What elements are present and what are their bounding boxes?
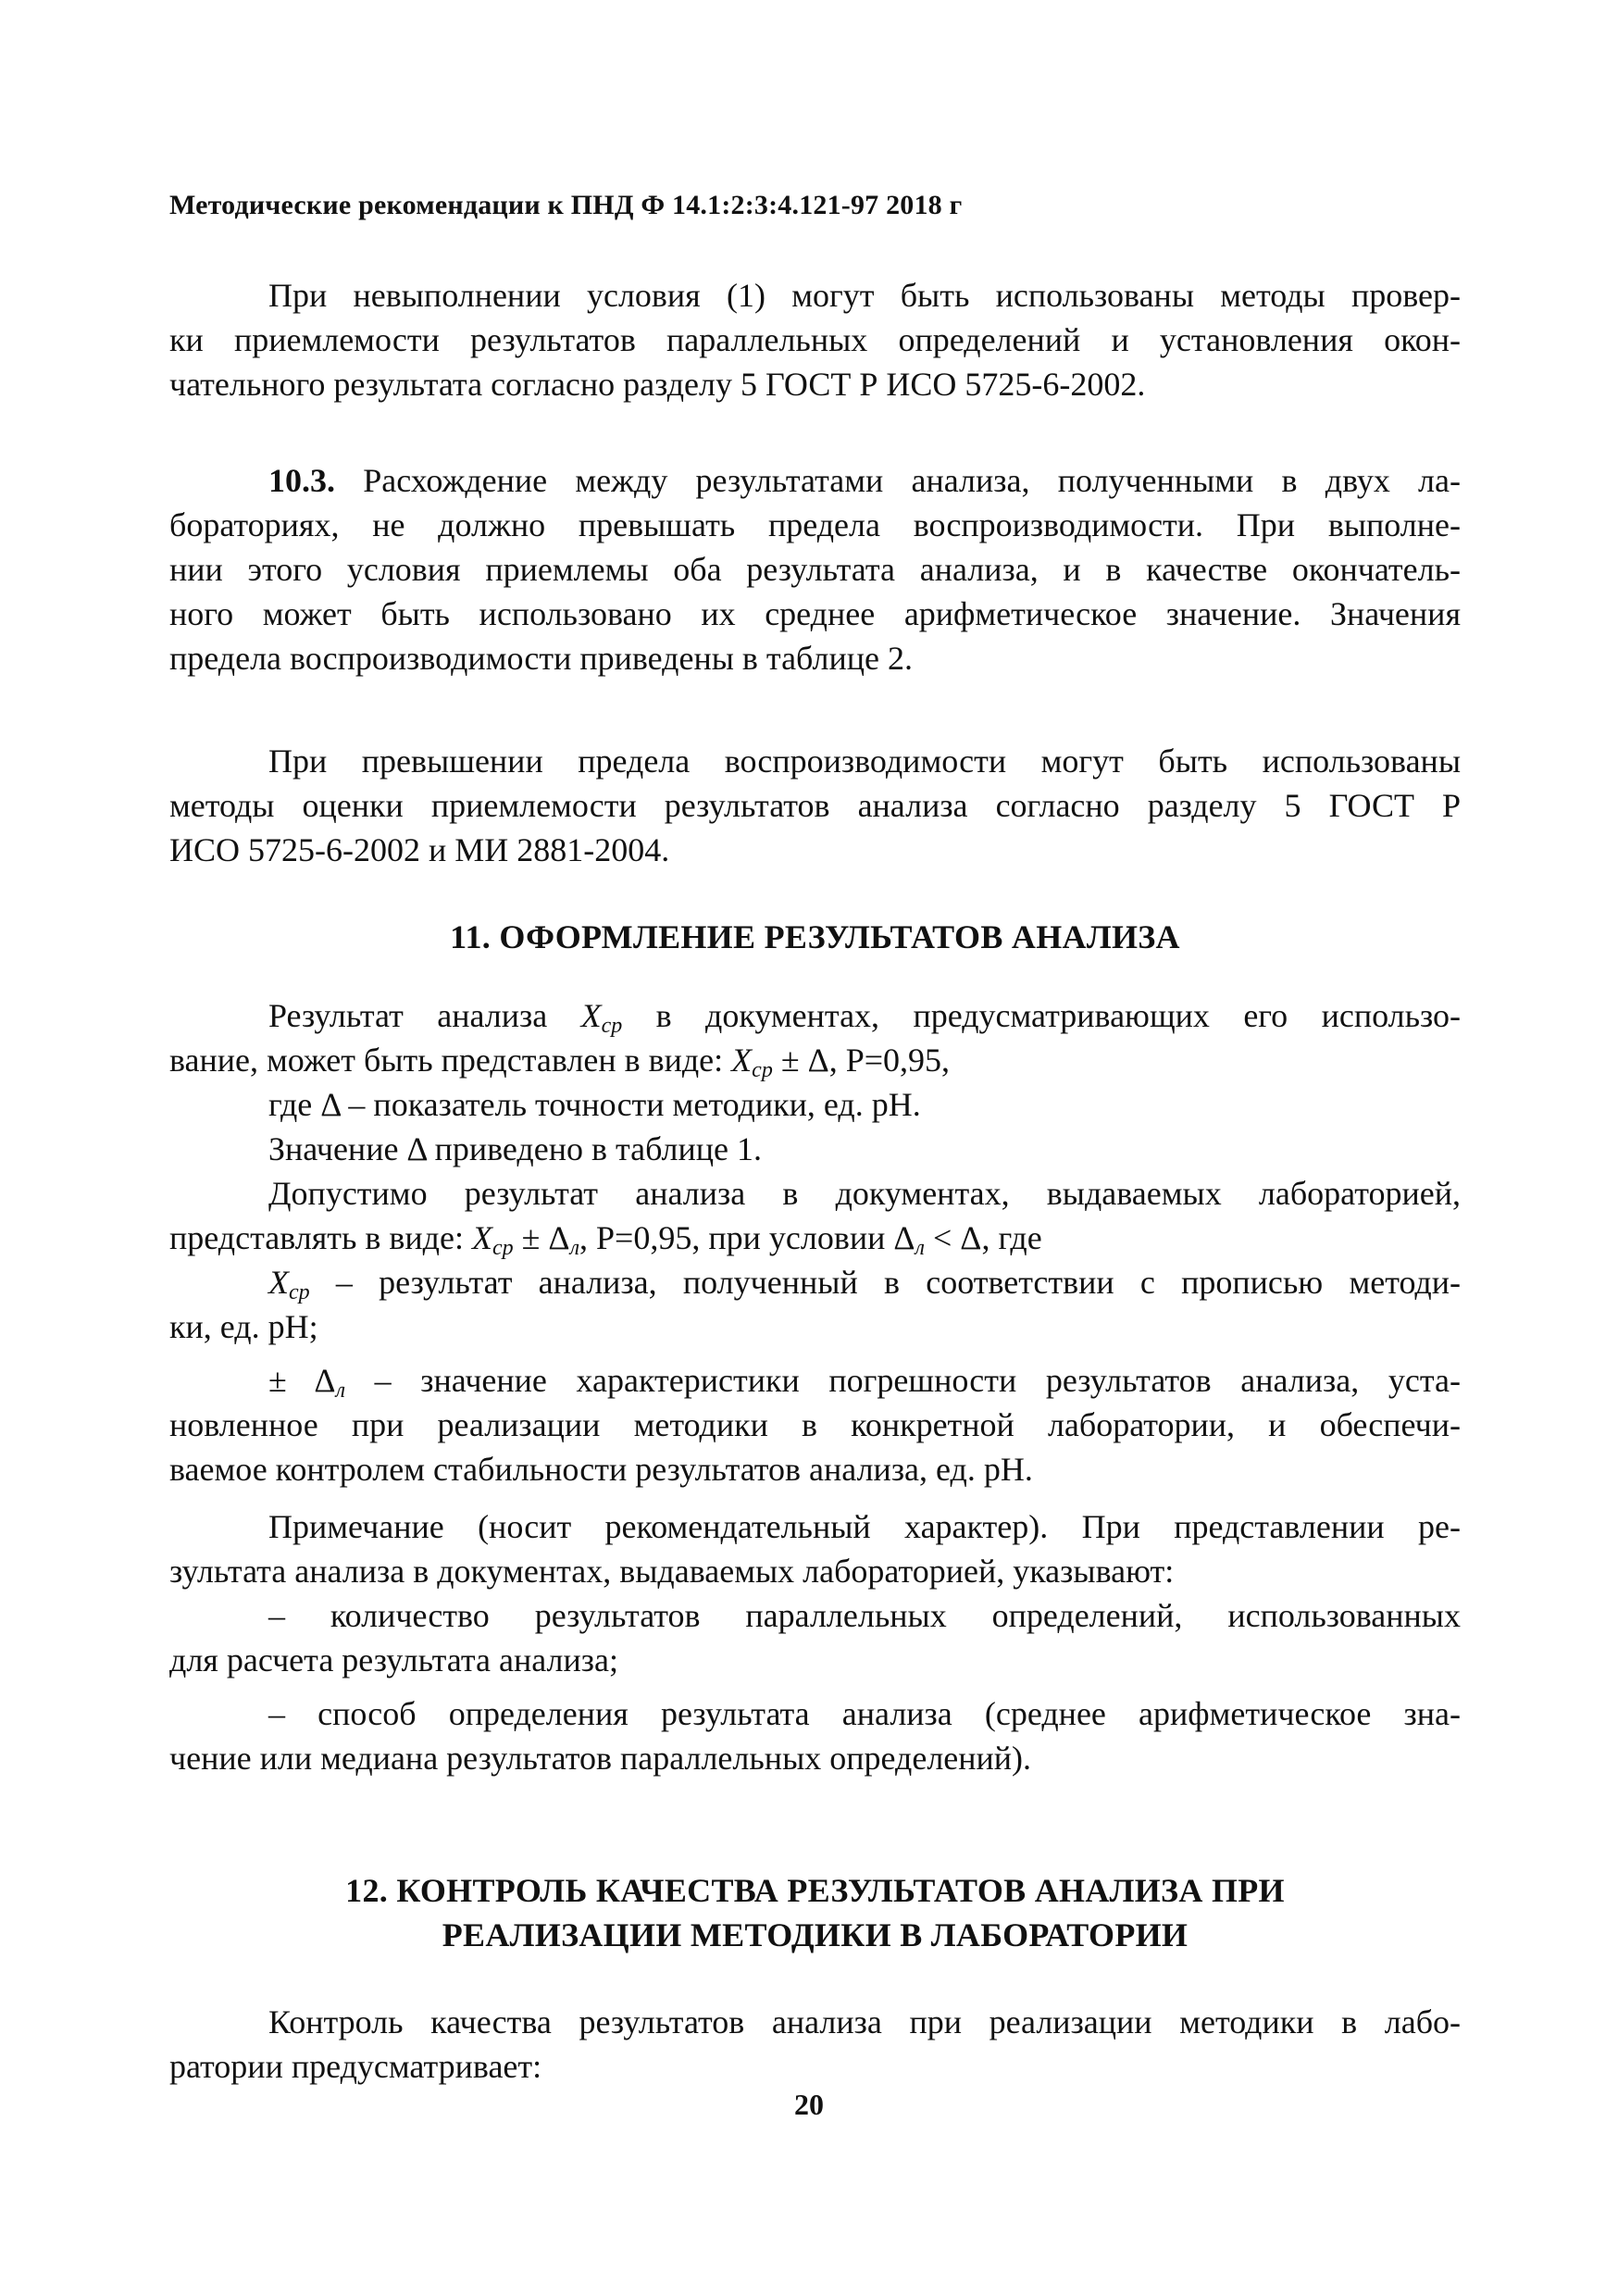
symbol-x: X <box>731 1042 753 1079</box>
text-line: ки приемлемости результатов параллельных определений и установления окон- <box>169 321 1461 358</box>
page-number: 20 <box>794 2088 824 2121</box>
text-line: Контроль качества результатов анализа при реализации методики в лабо- <box>268 2003 1461 2040</box>
paragraph-reproducibility-exceeded <box>169 739 1461 872</box>
text-line: зультата анализа в документах, выдаваемых лабораторией, указывают: <box>169 1553 1175 1590</box>
text-span: – результат анализа, полученный в соответствии с прописью методи- <box>309 1264 1461 1301</box>
text-line: новленное при реализации методики в конкретной лаборатории, и обеспечи- <box>169 1406 1461 1443</box>
text-line: ки, ед. рН; <box>169 1308 318 1345</box>
text-line: ваемое контролем стабильности результатов анализа, ед. рН. <box>169 1451 1033 1488</box>
text-span: – значение характеристики погрешности результатов анализа, уста- <box>345 1362 1461 1399</box>
paragraph-condition-failure <box>169 273 1461 406</box>
symbol-subscript: ср <box>752 1058 773 1082</box>
text-line: Значение Δ приведено в таблице 1. <box>268 1130 763 1167</box>
section-11-heading: 11. ОФОРМЛЕНИЕ РЕЗУЛЬТАТОВ АНАЛИЗА <box>450 918 1180 955</box>
text-line: При невыполнении условия (1) могут быть использованы методы провер- <box>268 277 1461 314</box>
text-span: , Р=0,95, при условии Δ <box>579 1219 915 1256</box>
text-line <box>169 1216 1461 1260</box>
text-span: ± Δ <box>268 1362 336 1399</box>
text-span: вание, может быть представлен в виде: <box>169 1042 732 1079</box>
text-line <box>169 1358 1461 1403</box>
text-line: предела воспроизводимости приведены в таблице 2. <box>169 640 913 677</box>
text-line: для расчета результата анализа; <box>169 1641 618 1678</box>
text-line: – количество результатов параллельных определений, использованных <box>268 1597 1461 1634</box>
text-line <box>169 458 1461 503</box>
section-11-body <box>169 993 1461 1780</box>
text-span: < Δ, где <box>924 1219 1042 1256</box>
text-line: где Δ – показатель точности методики, ед. рН. <box>268 1086 921 1123</box>
symbol-x: X <box>471 1219 492 1256</box>
text-span: Расхождение между результатами анализа, полученными в двух ла- <box>335 462 1461 499</box>
running-header: Методические рекомендации к ПНД Ф 14.1:2:3:4.121-97 2018 г <box>169 190 963 220</box>
text-span: Результат анализа <box>268 997 581 1034</box>
text-line: – способ определения результата анализа (среднее арифметическое зна- <box>268 1695 1461 1732</box>
symbol-subscript: л <box>915 1236 925 1260</box>
symbol-subscript: ср <box>289 1280 310 1304</box>
symbol-subscript: ср <box>601 1014 623 1038</box>
text-line: чение или медиана результатов параллельных определений). <box>169 1740 1032 1777</box>
text-line: ИСО 5725-6-2002 и МИ 2881-2004. <box>169 831 670 868</box>
text-span: ± Δ, Р=0,95, <box>772 1042 951 1079</box>
paragraph-10-3 <box>169 458 1461 680</box>
text-line: Допустимо результат анализа в документах, выдаваемых лабораторией, <box>268 1175 1461 1212</box>
text-line <box>169 1038 1461 1082</box>
symbol-x: X <box>268 1264 289 1301</box>
text-line <box>169 993 1461 1038</box>
heading-line: 12. КОНТРОЛЬ КАЧЕСТВА РЕЗУЛЬТАТОВ АНАЛИЗА ПРИ <box>345 1872 1285 1909</box>
symbol-subscript: л <box>335 1379 346 1403</box>
text-line: бораториях, не должно превышать предела воспроизводимости. При выполне- <box>169 506 1461 543</box>
text-line: ратории предусматривает: <box>169 2048 542 2085</box>
text-line: чательного результата согласно разделу 5 ГОСТ Р ИСО 5725-6-2002. <box>169 366 1146 403</box>
symbol-subscript: л <box>569 1236 580 1260</box>
text-line: методы оценки приемлемости результатов анализа согласно разделу 5 ГОСТ Р <box>169 787 1461 824</box>
text-line <box>169 1260 1461 1304</box>
section-12-body <box>169 2000 1461 2089</box>
text-line: Примечание (носит рекомендательный характер). При представлении ре- <box>268 1508 1461 1545</box>
text-span: представлять в виде: <box>169 1219 472 1256</box>
symbol-subscript: ср <box>492 1236 514 1260</box>
text-line: нии этого условия приемлемы оба результата анализа, и в качестве окончатель- <box>169 551 1461 588</box>
text-span: в документах, предусматривающих его использо- <box>622 997 1461 1034</box>
text-line: ного может быть использовано их среднее арифметическое значение. Значения <box>169 595 1461 632</box>
section-12-heading <box>169 1868 1461 1957</box>
text-line: При превышении предела воспроизводимости могут быть использованы <box>268 742 1461 780</box>
text-span: ± Δ <box>513 1219 570 1256</box>
symbol-x: X <box>580 997 602 1034</box>
heading-line: РЕАЛИЗАЦИИ МЕТОДИКИ В ЛАБОРАТОРИИ <box>442 1916 1189 1953</box>
clause-number: 10.3. <box>268 462 335 499</box>
